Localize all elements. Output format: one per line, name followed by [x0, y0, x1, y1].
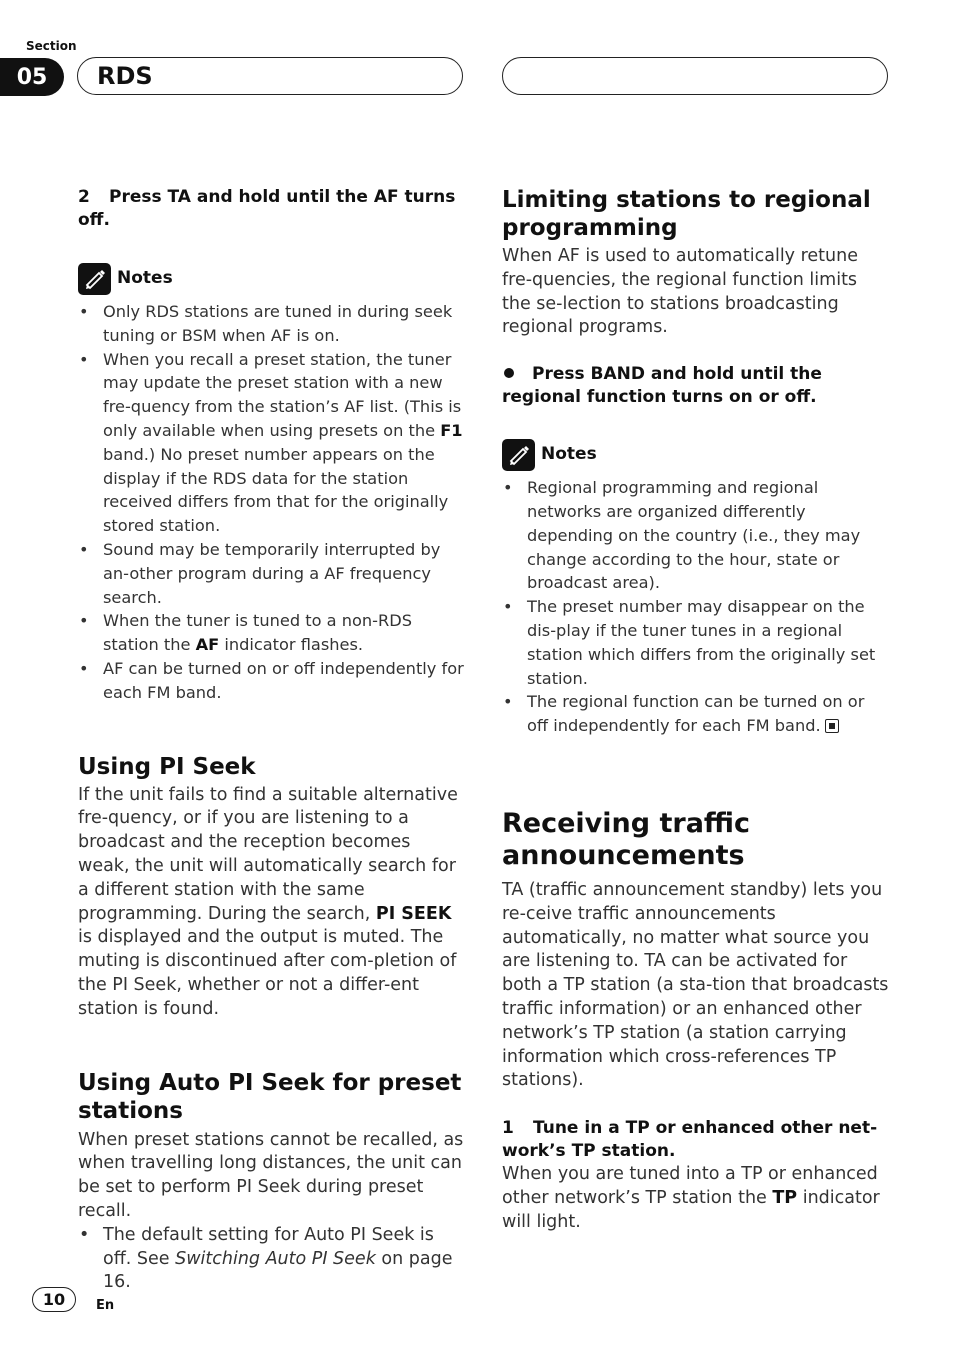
paragraph-text: is displayed and the output is muted. The muting is discontinued after com-pletion of the PI Seek, whether or not a differ-ent station is found.	[78, 927, 457, 1019]
step-text: Tune in a TP or enhanced other net-work’s TP station.	[502, 1118, 878, 1162]
step-text: Press BAND and hold until the regional function turns on or off.	[502, 364, 822, 408]
list-item	[78, 609, 466, 657]
notes-header	[78, 263, 466, 295]
language-code: En	[96, 1298, 115, 1313]
notes-list	[502, 476, 890, 738]
auto-pi-list	[78, 1224, 466, 1295]
note-text: Regional programming and regional networks are organized differently depending on the country (i.e., they may change according to the hour, state or broadcast area).	[527, 478, 861, 593]
bullet-text: on page 16.	[103, 1248, 453, 1293]
cross-reference: Switching Auto PI Seek	[175, 1248, 376, 1269]
filled-circle-bullet-icon	[504, 368, 514, 378]
end-of-section-icon	[825, 719, 839, 733]
bullet-text: The default setting for Auto PI Seek is off. See	[103, 1224, 434, 1269]
note-bold: AF	[195, 635, 220, 655]
notes-list	[78, 300, 466, 705]
chapter-title-frame-empty	[502, 57, 888, 95]
step-1	[502, 1117, 890, 1163]
note-text: band.) No preset number appears on the display if the RDS data for the station received differs from that for the originally stored station.	[103, 444, 449, 536]
paragraph-text: If the unit fails to find a suitable alternative fre-quency, or if you are listening to a broadcast and the reception becomes weak, the unit will automatically search for a different station with the same programming. During the search,	[78, 784, 458, 924]
paragraph-pi-seek	[78, 784, 466, 1022]
step-number: 2	[78, 187, 90, 207]
note-text: Only RDS stations are tuned in during seek tuning or BSM when AF is on.	[103, 302, 453, 345]
paragraph-text: When you are tuned into a TP or enhanced other network’s TP station the	[502, 1164, 878, 1208]
left-column	[78, 186, 466, 1295]
page-number: 10	[32, 1287, 76, 1312]
heading-using-pi-seek: Using PI Seek	[78, 753, 256, 780]
note-text: The preset number may disappear on the dis-play if the tuner tunes in a regional station which differs from the originally set station.	[527, 597, 876, 688]
heading-receiving-traffic: Receiving traffic announcements	[502, 807, 751, 871]
paragraph-text: indicator will light.	[502, 1187, 880, 1232]
note-text: When the tuner is tuned to a non-RDS station the	[103, 611, 413, 655]
note-text: When you recall a preset station, the tuner may update the preset station with a new fre-quency from the station’s AF list. (This is only available when using presets on the	[103, 349, 462, 440]
section-label: Section	[26, 39, 77, 53]
list-item	[78, 1224, 466, 1295]
section-number-badge: 05	[0, 58, 64, 96]
notes-header	[502, 439, 890, 471]
paragraph-bold: TP	[772, 1187, 798, 1208]
paragraph-auto-pi-seek: When preset stations cannot be recalled, as when travelling long distances, the unit can be set to perform PI Seek during preset recall.	[78, 1129, 464, 1221]
heading-auto-pi-seek: Using Auto PI Seek for preset stations	[78, 1069, 462, 1124]
regional-step	[502, 363, 890, 409]
paragraph-bold: PI SEEK	[375, 903, 452, 924]
step-number: 1	[502, 1118, 514, 1139]
list-item	[78, 538, 466, 609]
paragraph-regional: When AF is used to automatically retune fre-quencies, the regional function limits the se-lection to stations broadcasting regional programs.	[502, 246, 858, 338]
list-item	[78, 348, 466, 538]
note-pencil-icon	[78, 263, 111, 295]
note-text: Sound may be temporarily interrupted by an-other program during a AF frequency search.	[103, 539, 441, 607]
chapter-title: RDS	[77, 57, 463, 95]
right-column	[502, 186, 890, 1235]
heading-regional-programming: Limiting stations to regional programming	[502, 187, 871, 241]
note-text: indicator flashes.	[219, 635, 364, 655]
paragraph-traffic: TA (traffic announcement standby) lets you re-ceive traffic announcements automatically, no matter what source you are listening to. TA can be activated for both a TP station (a sta-tion that broadcasts traffic information) or an enhanced other network’s TP station (a station carrying information which cross-references TP stations).	[502, 879, 889, 1091]
step-2	[78, 186, 466, 232]
note-bold: F1	[440, 420, 463, 440]
list-item	[502, 690, 890, 738]
notes-label: Notes	[541, 444, 597, 465]
list-item	[502, 476, 890, 595]
paragraph-step1	[502, 1163, 890, 1234]
list-item	[502, 595, 890, 690]
notes-label: Notes	[117, 268, 173, 289]
note-text: The regional function can be turned on or off independently for each FM band.	[527, 692, 865, 736]
step-text: Press TA and hold until the AF turns off.	[78, 187, 456, 230]
list-item	[78, 300, 466, 348]
note-pencil-icon	[502, 439, 535, 471]
note-text: AF can be turned on or off independently for each FM band.	[103, 658, 464, 702]
list-item	[78, 657, 466, 705]
